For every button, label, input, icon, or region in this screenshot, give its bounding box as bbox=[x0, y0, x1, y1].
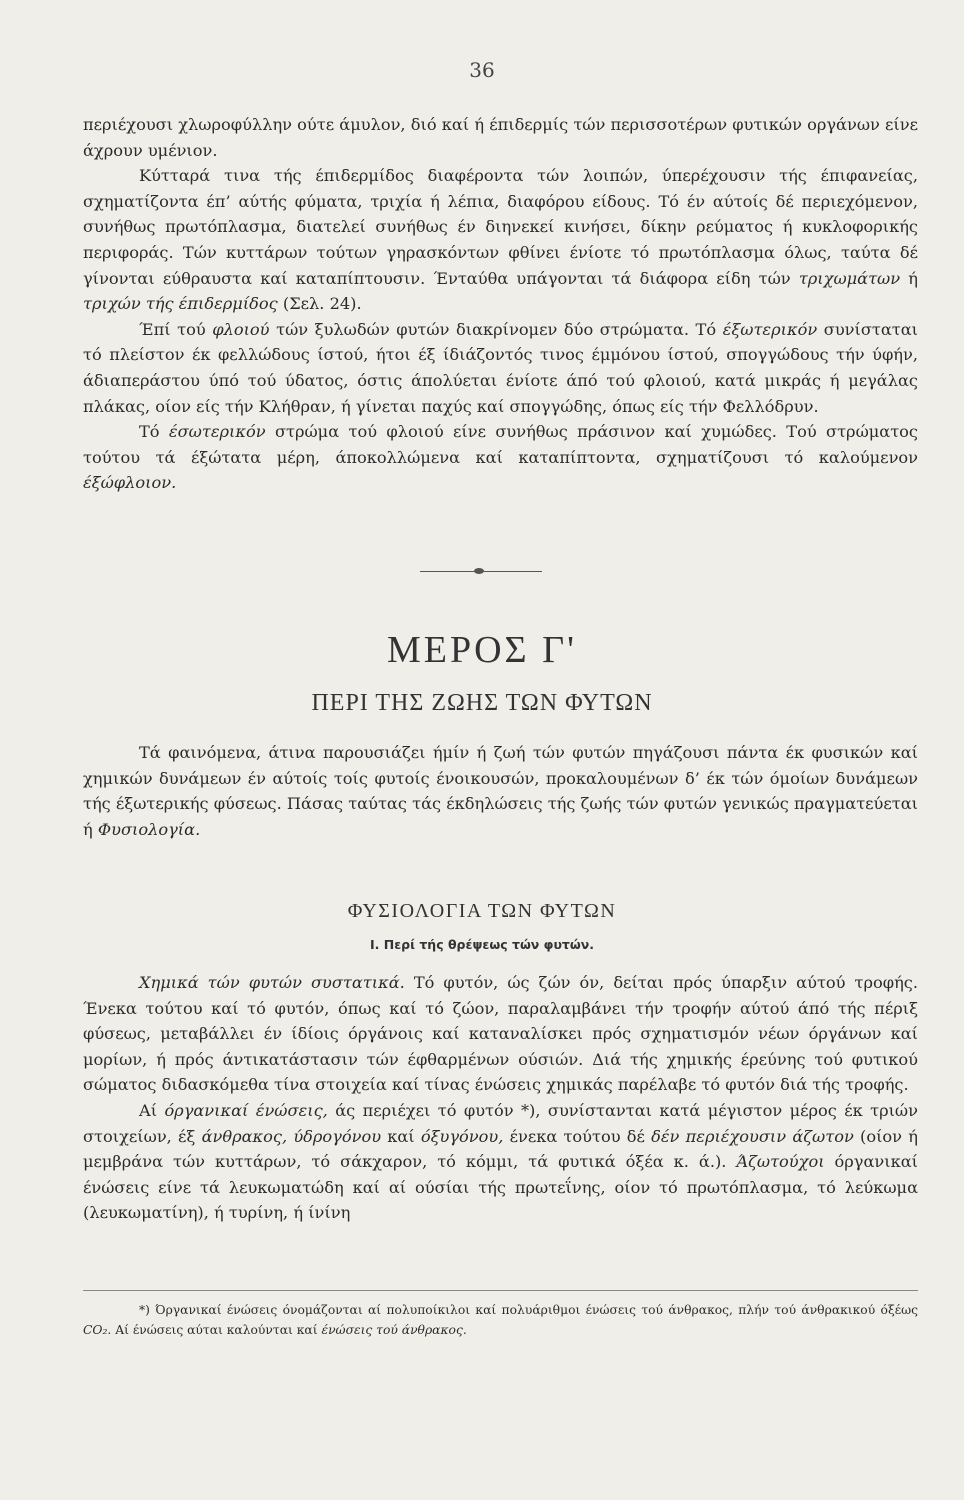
italic-term: όργανικαί ένώσεις, bbox=[164, 1100, 328, 1120]
italic-term: έξωτερικόν bbox=[722, 319, 818, 339]
text: ή bbox=[908, 268, 918, 288]
italic-term: φλοιού bbox=[212, 319, 270, 339]
text: Αί bbox=[139, 1100, 158, 1120]
italic-term: όξυγόνου, bbox=[420, 1126, 504, 1146]
italic-term: δέν περιέχουσιν άζωτον bbox=[651, 1126, 854, 1146]
text: Τά φαινόμενα, άτινα παρουσιάζει ήμίν ή ζωή τών φυτών πηγάζουσι πάντα έκ φυσικών καί χημικών δυνάμεων έν αύτοίς τοίς φυτοίς ένοικουσών, προκαλουμένων δ’ έκ τών όμοίων δυνάμεων τής έξωτερικής φύσεως. Πάσας ταύτας τάς έκδηλώσεις τής ζωής τών φυτών γενικώς πραγματεύεται ή bbox=[83, 743, 918, 839]
italic-term: ένώσεις τού άνθρακος. bbox=[321, 1323, 467, 1337]
italic-term: τριχών τής έπιδερμίδος bbox=[83, 294, 278, 314]
chemical-formula: CO₂. bbox=[83, 1323, 112, 1337]
text: στρώμα τού φλοιού είνε συνήθως πράσινον καί χυμώδες. Τού στρώματος τούτου τά έξώτατα μέρη, άποκολλώμενα καί καταπίπτοντα, σχηματίζουσι τό καλούμενον bbox=[83, 422, 918, 467]
section-title: ΜΕΡΟΣ Γ' bbox=[386, 629, 577, 671]
text: Τό φυτόν, ώς ζών όν, δείται πρός ύπαρξιν αύτού τροφής. Ένεκα τούτου καί τό φυτόν, όπως καί τό ζώον, παραλαμβάνει τήν τροφήν αύτού άπό τής πέριξ φύσεως, μεταβάλλει έν ίδίοις όργάνοις καί καταναλίσκει πρός σχηματισμόν νέων όργάνων καί μορίων, ή πρός άντικατάστασιν τών έφθαρμένων ούσιών. Διά τής χημικής έρεύνης τού φυτικού σώματος διδασκόμεθα τίνα στοιχεία καί τίνας ένώσεις χημικάς παρέλαβε τό φυτόν διά τής τροφής. bbox=[83, 973, 918, 1095]
intro-text-block bbox=[83, 740, 918, 842]
top-text-block bbox=[83, 112, 918, 496]
ornament-dot bbox=[474, 568, 484, 574]
text: Κύτταρά τινα τής έπιδερμίδος διαφέροντα τών λοιπών, ύπερέχουσιν τής έπιφανείας, σχηματίζοντα έπ’ αύτής φύματα, τριχία ή λέπια, διαφόρου είδους. Τό έν αύτοίς δέ περιεχόμενον, συνήθως πρωτόπλασμα, διατελεί συνήθως έν διηνεκεί κινήσει, δίκην ρεύματος ή κυκλοφορικής περιφοράς. Τών κυττάρων τούτων γηρασκόντων φθίνει ένίοτε τό πρωτόπλασμα όλως, ταύτα δέ γίνονται εύθραυστα καί καταπίπτουσιν. Ένταύθα υπάγονται τά διάφορα είδη τών bbox=[83, 166, 918, 288]
italic-term: Φυσιολογία. bbox=[97, 819, 201, 839]
text: τών ξυλωδών φυτών διακρίνομεν δύο στρώματα. Τό bbox=[276, 319, 717, 339]
chapter-title: ΦΥΣΙΟΛΟΓΙΑ ΤΩΝ ΦΥΤΩΝ bbox=[347, 900, 617, 922]
paragraph bbox=[83, 112, 918, 163]
paragraph bbox=[83, 1098, 918, 1226]
page-number: 36 bbox=[469, 58, 495, 82]
text: *) Όργανικαί ένώσεις όνομάζονται αί πολυποίκιλοι καί πολυάριθμοι ένώσεις τού άνθρακος, πλήν τού άνθρακικού όξέως bbox=[139, 1303, 918, 1317]
text: (οίον ή μεμβράνα τών κυττάρων, τό σάκχαρον, τό κόμμι, τά φυτικά όξέα κ. ά.). bbox=[83, 1126, 918, 1172]
footnote-paragraph bbox=[83, 1300, 918, 1340]
text: συνίσταται τό πλείστον έκ φελλώδους ίστού, ήτοι έξ ίδιάζοντός τινος έμμόνου ίστού, σπογγώδους τήν ύφήν, άδιαπεράστου ύπό τού ύδατος, όστις άπολύεται ένίοτε άπό τού φλοιού, κατά μικράς ή μεγάλας πλάκας, οίον είς τήν Κλήθραν, ή γίνεται παχύς καί σπογγώδης, όπως είς τήν Φελλόδρυν. bbox=[83, 319, 919, 416]
text: (Σελ. 24). bbox=[282, 294, 362, 314]
chapter-subtitle: I. Περί τής θρέψεως τών φυτών. bbox=[369, 937, 594, 952]
text: άς περιέχει τό φυτόν *), συνίστανται κατά μέγιστον μέρος έκ τριών στοιχείων, έξ bbox=[83, 1100, 918, 1146]
paragraph bbox=[83, 163, 918, 317]
text: ένεκα τούτου δέ bbox=[509, 1126, 645, 1146]
paragraph bbox=[83, 317, 918, 419]
paragraph bbox=[83, 970, 918, 1098]
italic-term: Χημικά τών φυτών συστατικά. bbox=[139, 973, 405, 992]
text: όργανικαί ένώσεις είνε τά λευκωματώδη καί αί ούσίαι τής πρωτεΐνης, οίον τό πρωτόπλασμα, τό λεύκωμα (λευκωματίνη), ή τυρίνη, ή ίνίνη bbox=[83, 1152, 918, 1223]
text: καί bbox=[387, 1126, 415, 1146]
text: Έπί τού bbox=[139, 319, 206, 339]
section-subtitle: ΠΕΡΙ ΤΗΣ ΖΩΗΣ ΤΩΝ ΦΥΤΩΝ bbox=[311, 690, 653, 716]
italic-term: τριχωμάτων bbox=[798, 268, 901, 288]
footnote-rule bbox=[83, 1290, 918, 1291]
paragraph bbox=[83, 740, 918, 842]
bottom-text-block bbox=[83, 970, 918, 1226]
italic-term: έξώφλοιον. bbox=[83, 473, 177, 493]
italic-term: έσωτερικόν bbox=[168, 422, 266, 442]
paragraph bbox=[83, 419, 918, 496]
text: Αί ένώσεις αύται καλούνται καί bbox=[115, 1323, 318, 1337]
italic-term: Άζωτούχοι bbox=[736, 1152, 825, 1172]
text: περιέχουσι χλωροφύλλην ούτε άμυλον, διό καί ή έπιδερμίς τών περισσοτέρων φυτικών οργάνων είνε άχρουν υμένιον. bbox=[83, 115, 918, 160]
footnote bbox=[83, 1300, 918, 1340]
text: Τό bbox=[139, 422, 160, 442]
italic-term: άνθρακος, ύδρογόνου bbox=[201, 1126, 382, 1146]
